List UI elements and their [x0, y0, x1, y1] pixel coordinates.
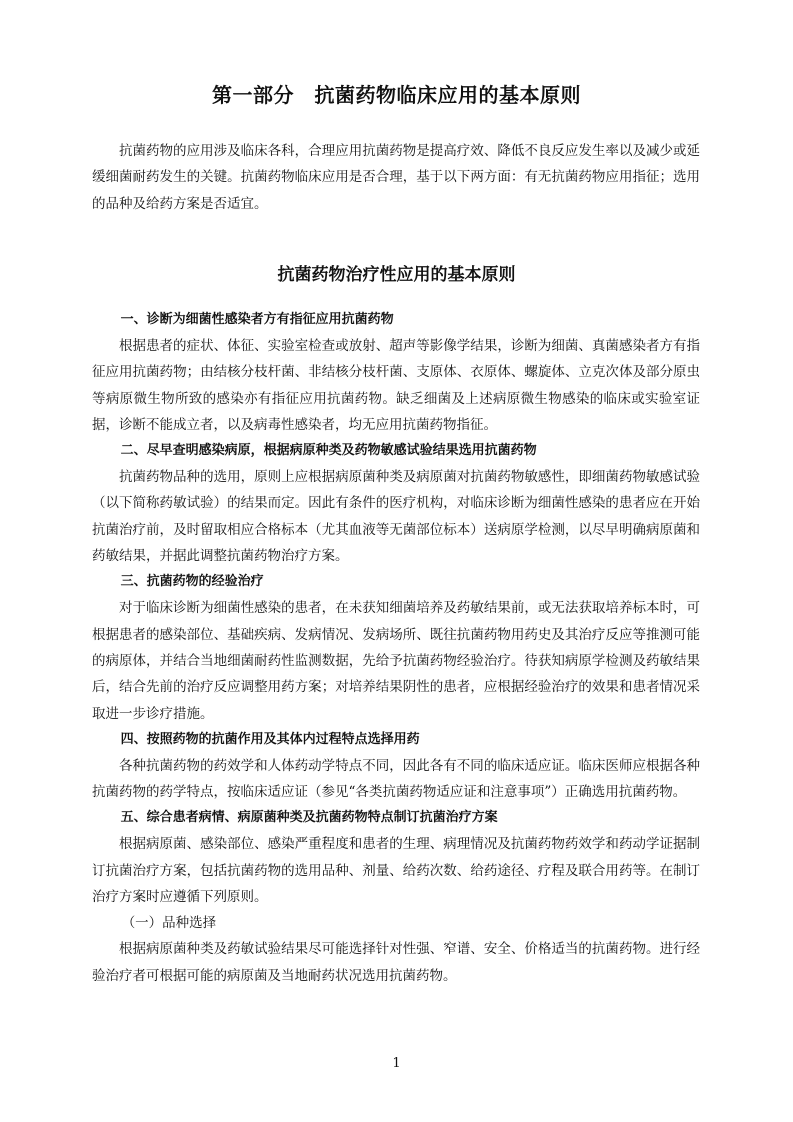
section-heading: 二、尽早查明感染病原，根据病原种类及药物敏感试验结果选用抗菌药物: [120, 443, 537, 459]
principles-block: [92, 307, 700, 989]
section-body: 抗菌药物品种的选用，原则上应根据病原菌种类及病原菌对抗菌药物敏感性，即细菌药物敏感试验（以下简称药敏试验）的结果而定。因此有条件的医疗机构，对临床诊断为细菌性感染的患者应在开始抗菌治疗前，及时留取相应合格标本（尤其血液等无菌部位标本）送病原学检测，以尽早明确病原菌和药敏结果，并据此调整抗菌药物治疗方案。: [92, 469, 700, 565]
section-heading: 一、诊断为细菌性感染者方有指征应用抗菌药物: [120, 312, 394, 327]
section-body: 根据病原菌、感染部位、感染严重程度和患者的生理、病理情况及抗菌药物药效学和药动学证据制订抗菌治疗方案，包括抗菌药物的选用品种、剂量、给药次数、给药途径、疗程及联合用药等。在制订治疗方案时应遵循下列原则。: [92, 836, 700, 906]
section-body: 根据患者的症状、体征、实验室检查或放射、超声等影像学结果，诊断为细菌、真菌感染者方有指征应用抗菌药物；由结核分枝杆菌、非结核分枝杆菌、支原体、衣原体、螺旋体、立克次体及部分原虫等病原微生物所致的感染亦有指征应用抗菌药物。缺乏细菌及上述病原微生物感染的临床或实验室证据，诊断不能成立者，以及病毒性感染者，均无应用抗菌药物指征。: [92, 338, 700, 433]
subsection-label: （一）品种选择: [121, 915, 217, 932]
section-heading: 三、抗菌药物的经验治疗: [120, 574, 264, 590]
intro-paragraph: 抗菌药物的应用涉及临床各科，合理应用抗菌药物是提高疗效、降低不良反应发生率以及减少或延缓细菌耐药发生的关键。抗菌药物临床应用是否合理，基于以下两方面：有无抗菌药物应用指征；选用的品种及给药方案是否适宜。: [92, 143, 700, 212]
page-number: 1: [392, 1056, 401, 1071]
document-title: 第一部分 抗菌药物临床应用的基本原则: [212, 83, 581, 107]
intro-block: [92, 138, 700, 217]
section-title: 抗菌药物治疗性应用的基本原则: [277, 265, 516, 285]
section-heading: 五、综合患者病情、病原菌种类及抗菌药物特点制订抗菌治疗方案: [120, 810, 498, 826]
section-body: 各种抗菌药物的药效学和人体药动学特点不同，因此各有不同的临床适应证。临床医师应根据各种抗菌药物的药学特点，按临床适应证（参见“各类抗菌药物适应证和注意事项”）正确选用抗菌药物。: [92, 757, 700, 801]
section-heading: 四、按照药物的抗菌作用及其体内过程特点选择用药: [120, 731, 420, 747]
section-body: 对于临床诊断为细菌性感染的患者，在未获知细菌培养及药敏结果前，或无法获取培养标本时，可根据患者的感染部位、基础疾病、发病情况、发病场所、既往抗菌药物用药史及其治疗反应等推测可能的病原体，并结合当地细菌耐药性监测数据，先给予抗菌药物经验治疗。待获知病原学检测及药敏结果后，结合先前的治疗反应调整用药方案；对培养结果阴性的患者，应根据经验治疗的效果和患者情况采取进一步诊疗措施。: [92, 600, 700, 722]
subsection-body: 根据病原菌种类及药敏试验结果尽可能选择针对性强、窄谱、安全、价格适当的抗菌药物。进行经验治疗者可根据可能的病原菌及当地耐药状况选用抗菌药物。: [92, 941, 700, 984]
